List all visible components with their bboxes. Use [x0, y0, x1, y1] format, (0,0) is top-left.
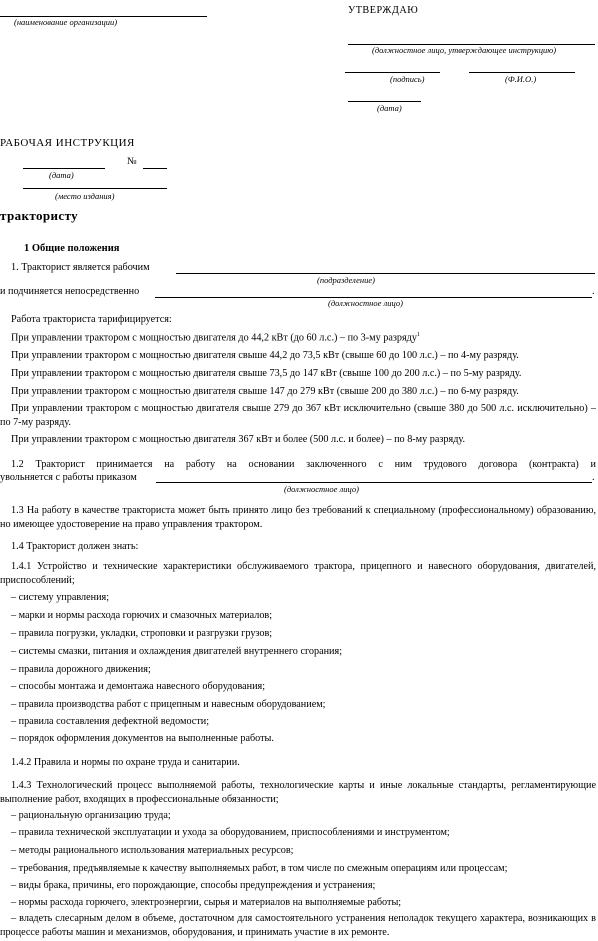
- approve-date-caption: (дата): [377, 103, 402, 113]
- tariff-line-1: [11, 332, 420, 343]
- list-item: – методы рационального использования материальных ресурсов;: [11, 845, 294, 856]
- list-item: – марки и нормы расхода горючих и смазочных материалов;: [11, 610, 273, 621]
- list-item: – систему управления;: [11, 592, 110, 603]
- supervisor-caption: (должностное лицо): [328, 298, 403, 308]
- doc-number-label: №: [127, 156, 137, 167]
- list-item: – правила производства работ с прицепным и навесным оборудованием;: [11, 699, 326, 710]
- p1-4-3-text: 1.4.3 Технологический процесс выполняемой работы, технологические карты и иные локальные стандарты, регламентирующие выполнение работ, входящих в профессиональные обязанности;: [0, 780, 596, 805]
- dismissal-caption: (должностное лицо): [284, 484, 359, 494]
- tariff-line-4: При управлении трактором с мощностью двигателя свыше 147 до 279 кВт (свыше 200 до 380 л.с.) – по 6-му разряду.: [11, 386, 519, 397]
- list-item: – владеть слесарным делом в объеме, достаточном для самостоятельного устранения неполадок текущего характера, возникающих в процессе работы машин и механизмов, оборудования, и принимать участие в их ремонте.: [0, 913, 596, 938]
- section-heading: 1 Общие положения: [24, 243, 120, 254]
- org-name-caption: (наименование организации): [14, 17, 118, 27]
- p1-3-text: 1.3 На работу в качестве тракториста может быть принято лицо без требований к специальному (профессиональному) образованию, но имеющее удостоверение на право управления трактором.: [0, 505, 596, 530]
- tariff-line-2: При управлении трактором с мощностью двигателя свыше 44,2 до 73,5 кВт (свыше 60 до 100 л.с.) – по 4-му разряду.: [11, 350, 519, 361]
- subdivision-caption: (подразделение): [317, 275, 375, 285]
- p1-2b-end: .: [592, 472, 595, 483]
- p1-1b-text: и подчиняется непосредственно: [0, 286, 140, 297]
- tariff-line-1-text: При управлении трактором с мощностью двигателя до 44,2 кВт (до 60 л.с.) – по 3-му разряду: [11, 332, 417, 344]
- tariff-intro: Работа тракториста тарифицируется:: [11, 314, 172, 325]
- p1-1-text: 1. Тракторист является рабочим: [11, 262, 150, 273]
- tariff-line-6: При управлении трактором с мощностью двигателя 367 кВт и более (500 л.с. и более) – по 8-му разряду.: [11, 434, 465, 445]
- doc-place-line: [23, 188, 167, 189]
- signature-caption: (подпись): [390, 74, 425, 84]
- doc-number-line: [143, 168, 167, 169]
- doc-place-caption: (место издания): [55, 191, 115, 201]
- subdivision-line: [176, 273, 595, 274]
- list-item: – системы смазки, питания и охлаждения двигателей внутреннего сгорания;: [11, 646, 343, 657]
- list-item: – требования, предъявляемые к качеству выполняемых работ, в том числе по смежным операциям или процессам;: [11, 863, 508, 874]
- p1-2b-text: увольняется с работы приказом: [0, 472, 137, 483]
- p1-4-text: 1.4 Тракторист должен знать:: [11, 541, 139, 552]
- list-item: – виды брака, причины, его порождающие, способы предупреждения и устранения;: [11, 880, 376, 891]
- dismissal-line: [156, 482, 592, 483]
- approve-date-line: [348, 101, 421, 102]
- p1-1b-end: .: [592, 286, 595, 297]
- signature-line: [345, 72, 440, 73]
- tariff-line-3: При управлении трактором с мощностью двигателя свыше 73,5 до 147 кВт (свыше 100 до 200 л.с.) – по 5-му разряду.: [11, 368, 522, 379]
- doc-subject: трактористу: [0, 208, 79, 223]
- p1-4-1-text: 1.4.1 Устройство и технические характеристики обслуживаемого трактора, прицепного и навесного оборудования, двигателей, приспособлений;: [0, 561, 596, 586]
- fio-caption: (Ф.И.О.): [505, 74, 537, 84]
- tariff-line-5: При управлении трактором с мощностью двигателя свыше 279 до 367 кВт исключительно (свыше 380 до 500 л.с. исключительно) – по 7-му разряду.: [0, 403, 596, 428]
- list-item: – нормы расхода горючего, электроэнергии, сырья и материалов на выполняемые работы;: [11, 897, 402, 908]
- list-item: – правила технической эксплуатации и ухода за оборудованием, приспособлениями и инструментом;: [11, 827, 450, 838]
- list-item: – правила составления дефектной ведомости;: [11, 716, 210, 727]
- list-item: – способы монтажа и демонтажа навесного оборудования;: [11, 681, 266, 692]
- fio-line: [469, 72, 575, 73]
- p1-2-text: 1.2 Тракторист принимается на работу на основании заключенного с ним трудового договора (контракта) и: [11, 459, 596, 470]
- approver-position-caption: (должностное лицо, утверждающее инструкцию): [372, 45, 557, 55]
- list-item: – рациональную организацию труда;: [11, 810, 171, 821]
- footnote-mark: 1: [416, 332, 420, 338]
- list-item: – правила дорожного движения;: [11, 664, 151, 675]
- approve-label: УТВЕРЖДАЮ: [348, 5, 419, 16]
- p1-4-2-text: 1.4.2 Правила и нормы по охране труда и санитарии.: [11, 757, 240, 768]
- doc-date-line: [23, 168, 105, 169]
- document-type: РАБОЧАЯ ИНСТРУКЦИЯ: [0, 137, 135, 149]
- list-item: – правила погрузки, укладки, строповки и разгрузки грузов;: [11, 628, 273, 639]
- doc-date-caption: (дата): [49, 170, 74, 180]
- list-item: – порядок оформления документов на выполненные работы.: [11, 733, 274, 744]
